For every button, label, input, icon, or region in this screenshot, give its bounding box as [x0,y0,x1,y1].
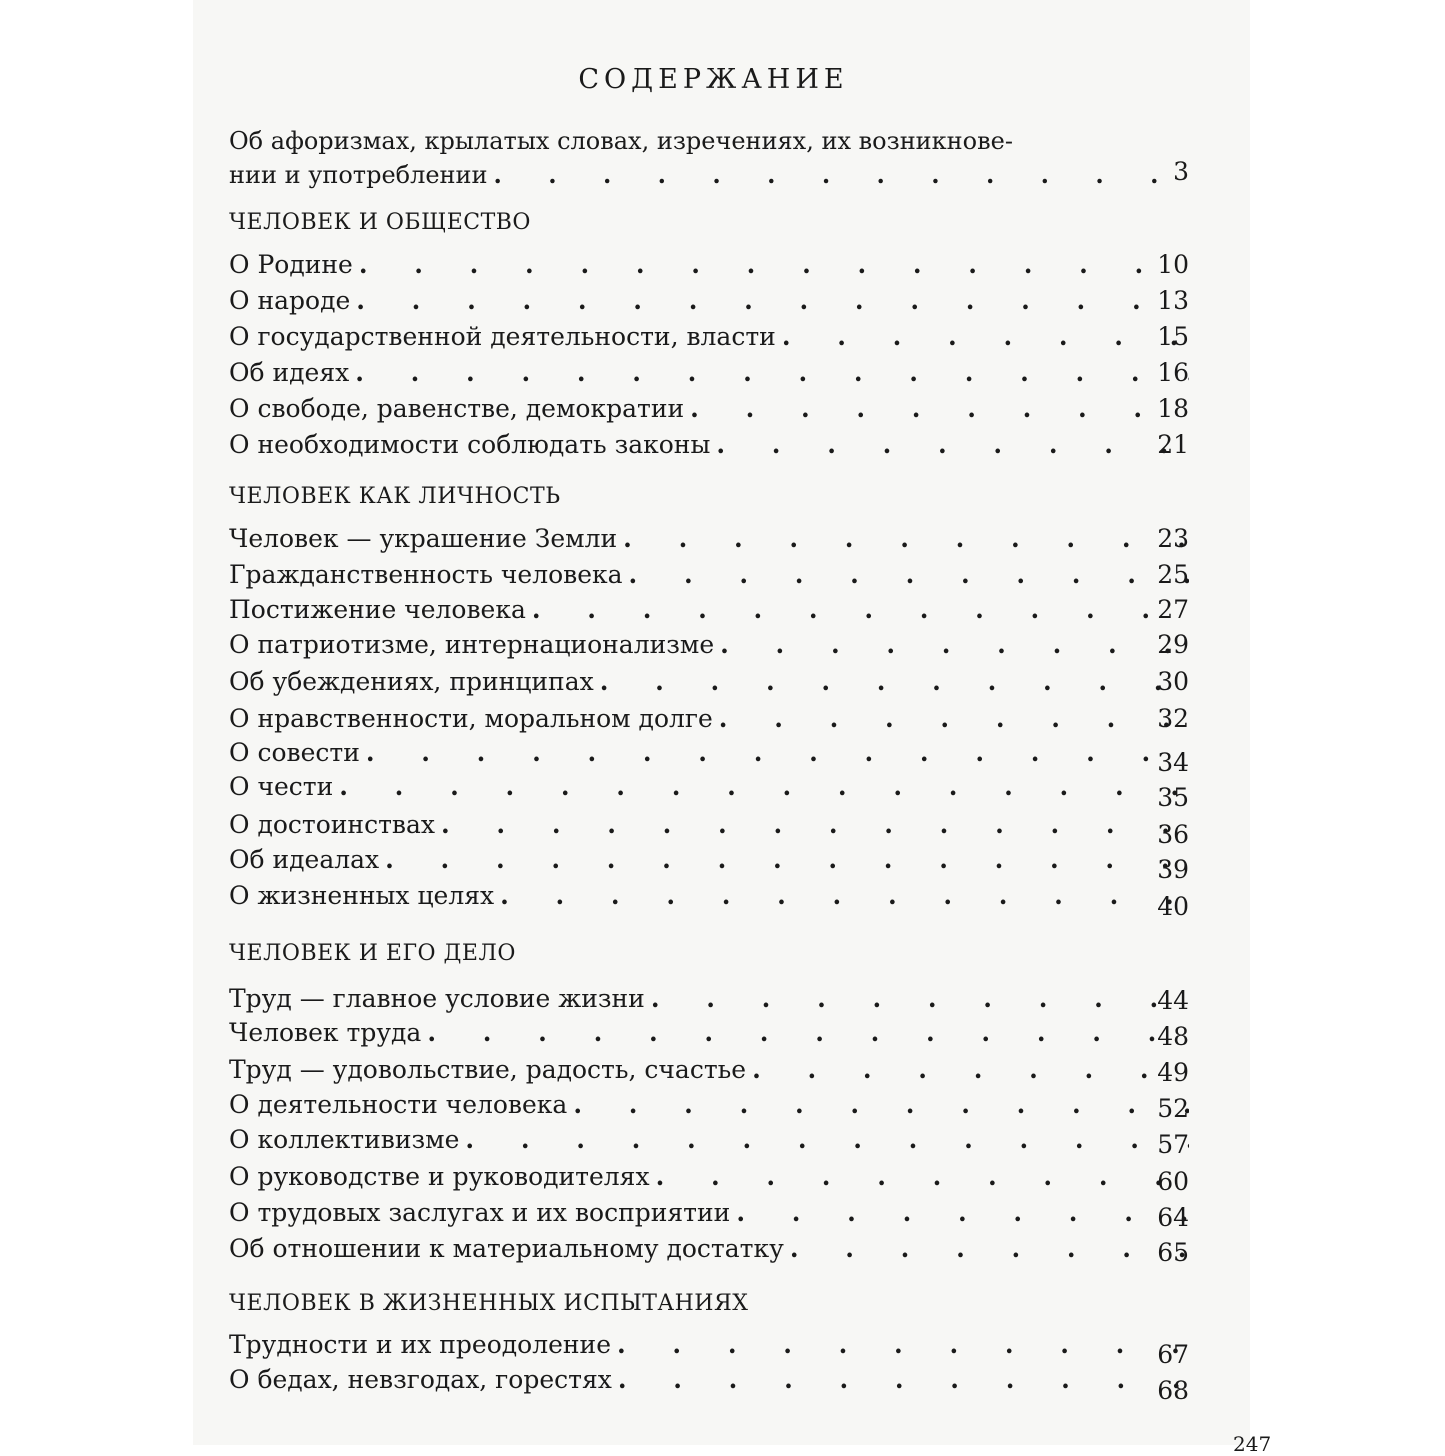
toc-entry [229,704,1189,733]
toc-entry-label: О чести [229,772,334,801]
dot-leader [573,1090,1189,1119]
dot-leader [600,667,1189,696]
section-heading: ЧЕЛОВЕК И ОБЩЕСТВО [229,210,531,235]
toc-entry-label: О Родине [229,250,353,279]
toc-entry-page: 23 [1157,524,1189,553]
dot-leader [441,810,1189,839]
toc-entry-page: 10 [1157,250,1189,279]
dot-leader [651,984,1189,1013]
toc-entry [229,250,1189,279]
toc-entry-label: О необходимости соблюдать законы [229,430,711,459]
dot-leader [719,704,1189,733]
toc-entry-label: О бедах, невзгодах, горестях [229,1365,612,1394]
toc-entry [229,881,1189,910]
toc-entry-page: 49 [1157,1058,1189,1087]
toc-entry-label: Об идеях [229,358,350,387]
toc-entry [229,845,1189,874]
dot-leader [752,1055,1189,1084]
toc-entry [229,322,1189,351]
toc-entry [229,1055,1189,1084]
toc-entry-page: 30 [1157,667,1189,696]
toc-entry-label: Человек труда [229,1018,422,1047]
toc-entry-page: 13 [1157,286,1189,315]
dot-leader [782,322,1189,351]
toc-entry [229,1125,1189,1154]
toc-entry-label: Об отношении к материальному достатку [229,1234,784,1263]
toc-entry-label: О совести [229,738,360,767]
toc-entry [229,595,1189,624]
dot-leader [736,1198,1189,1227]
toc-entry-label: Об убеждениях, принципах [229,667,594,696]
toc-entry-label: Труд — главное условие жизни [229,984,645,1013]
toc-entry-page: 25 [1157,560,1189,589]
toc-entry-page: 67 [1157,1340,1189,1369]
dot-leader [356,286,1189,315]
toc-entry [229,630,1189,659]
intro-line-1: Об афоризмах, крылатых словах, изречениях, их возникнове- [229,127,1013,155]
toc-entry-label: Гражданственность человека [229,560,623,589]
toc-entry [229,1162,1189,1191]
dot-leader [617,1330,1189,1359]
toc-entry-page: 64 [1157,1203,1189,1232]
toc-entry-page: 57 [1157,1130,1189,1159]
toc-entry [229,667,1189,696]
dot-leader [532,595,1189,624]
toc-entry [229,1018,1189,1047]
toc-entry-label: О трудовых заслугах и их восприятии [229,1198,731,1227]
toc-entry [229,524,1189,553]
toc-entry-page: 16 [1157,358,1189,387]
toc-entry-label: Человек — украшение Земли [229,524,618,553]
toc-entry [229,1330,1189,1359]
toc-entry-page: 29 [1157,630,1189,659]
dot-leader [720,630,1189,659]
toc-entry [229,1365,1189,1394]
dot-leader [500,881,1189,910]
toc-entry-label: О коллективизме [229,1125,460,1154]
toc-entry [229,286,1189,315]
toc-entry-page: 60 [1157,1167,1189,1196]
dot-leader [690,394,1189,423]
dot-leader [790,1234,1189,1263]
toc-entry-page: 65 [1157,1238,1189,1267]
section-heading: ЧЕЛОВЕК И ЕГО ДЕЛО [229,941,516,966]
toc-entry-label: О руководстве и руководителях [229,1162,650,1191]
toc-entry-page: 18 [1157,394,1189,423]
toc-entry-page: 32 [1157,704,1189,733]
toc-entry-page: 27 [1157,595,1189,624]
toc-entry-label: Об идеалах [229,845,380,874]
toc-entry-page: 36 [1157,820,1189,849]
toc-entry [229,738,1189,767]
toc-entry [229,1234,1189,1263]
toc-entry-page: 34 [1157,748,1189,777]
toc-entry [229,810,1189,839]
dot-leader [355,358,1189,387]
toc-entry-label: О народе [229,286,351,315]
section-heading: ЧЕЛОВЕК КАК ЛИЧНОСТЬ [229,484,561,509]
toc-entry [229,358,1189,387]
toc-entry [229,772,1189,801]
toc-entry-label: Постижение человека [229,595,526,624]
dot-leader [629,560,1189,589]
dot-leader [339,772,1189,801]
toc-entry-label: О свободе, равенстве, демократии [229,394,685,423]
book-page [193,0,1272,1456]
toc-entry-page: 68 [1157,1376,1189,1405]
dot-leader [656,1162,1189,1191]
toc-entry-page: 39 [1157,855,1189,884]
intro-line-2-text: нии и употреблении [229,161,488,189]
dot-leader [366,738,1189,767]
toc-entry [229,394,1189,423]
toc-entry [229,984,1189,1013]
toc-entry-label: Трудности и их преодоление [229,1330,612,1359]
toc-entry-label: О жизненных целях [229,881,495,910]
page-title: СОДЕРЖАНИЕ [578,64,849,95]
dot-leader [623,524,1189,553]
toc-entry [229,1090,1189,1119]
toc-entry-label: Труд — удовольствие, радость, счастье [229,1055,747,1084]
toc-entry-label: О деятельности человека [229,1090,568,1119]
toc-entry-label: О достоинствах [229,810,436,839]
dot-leader [465,1125,1189,1154]
page-number-footer: 247 [1233,1432,1272,1456]
toc-entry-label: О нравственности, моральном долге [229,704,713,733]
dot-leader [494,158,1189,192]
toc-entry-page: 52 [1157,1094,1189,1123]
toc-entry-page: 48 [1157,1022,1189,1051]
dot-leader [618,1365,1189,1394]
toc-entry-page: 40 [1157,892,1189,921]
dot-leader [427,1018,1189,1047]
section-heading: ЧЕЛОВЕК В ЖИЗНЕННЫХ ИСПЫТАНИЯХ [229,1291,749,1316]
dot-leader [716,430,1189,459]
toc-entry [229,430,1189,459]
dot-leader [385,845,1189,874]
toc-entry-page: 35 [1157,783,1189,812]
toc-entry-label: О государственной деятельности, власти [229,322,776,351]
toc-entry [229,1198,1189,1227]
toc-intro-entry [229,124,1189,192]
toc-entry [229,560,1189,589]
intro-page-number: 3 [1173,157,1189,186]
toc-entry-label: О патриотизме, интернационализме [229,630,715,659]
toc-entry-page: 44 [1157,986,1189,1015]
intro-line-2 [229,158,1189,192]
dot-leader [359,250,1189,279]
toc-entry-page: 15 [1157,322,1189,351]
toc-entry-page: 21 [1157,430,1189,459]
